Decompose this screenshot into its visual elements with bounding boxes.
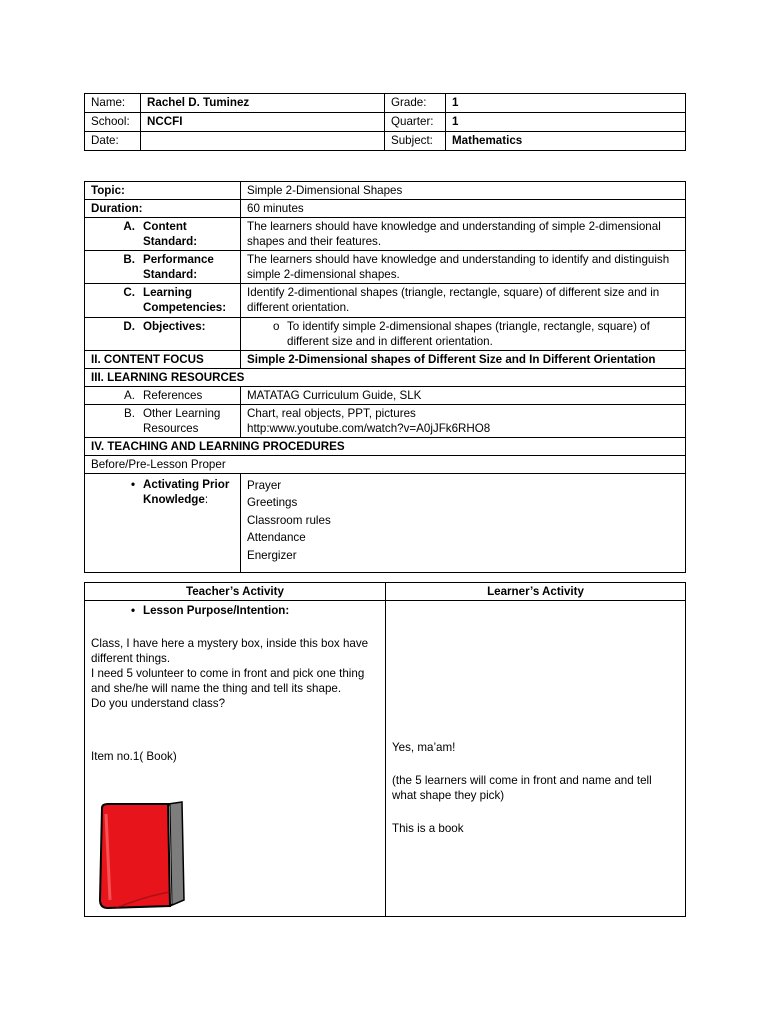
before-label: Before/Pre-Lesson Proper (85, 456, 686, 474)
youtube-link[interactable]: http:www.youtube.com/watch?v=A0jJFk6RHO8 (247, 421, 491, 435)
lesson-purpose-heading: • Lesson Purpose/Intention: (91, 603, 379, 618)
other-resources-label: B. Other Learning Resources (124, 406, 221, 435)
header-row-date (85, 132, 686, 151)
content-standard-label: A. Content Standard: (123, 220, 198, 249)
name-value: Rachel D. Tuminez (141, 94, 385, 113)
list-item: Energizer (247, 548, 297, 562)
competencies-value: Identify 2-dimentional shapes (triangle, rectangle, square) of different size and in different orientation. (241, 284, 686, 317)
resources-row (85, 368, 686, 386)
topic-label: Topic: (85, 182, 241, 200)
activity-header-row (85, 583, 686, 601)
duration-label: Duration: (85, 200, 241, 218)
content-focus-label: II. CONTENT FOCUS (85, 350, 241, 368)
procedures-row (85, 437, 686, 455)
bullet-icon: • (130, 604, 135, 618)
lesson-plan-table (84, 181, 686, 573)
objectives-label: D. Objectives: (123, 319, 206, 333)
other-resources-row (85, 404, 686, 437)
objectives-row (85, 317, 686, 350)
topic-value: Simple 2-Dimensional Shapes (241, 182, 686, 200)
performance-standard-row (85, 251, 686, 284)
school-label: School: (85, 113, 141, 132)
content-standard-row (85, 218, 686, 251)
list-item: Classroom rules (247, 513, 331, 527)
content-focus-value: Simple 2-Dimensional shapes of Different Size and In Different Orientation (241, 350, 686, 368)
references-value: MATATAG Curriculum Guide, SLK (241, 386, 686, 404)
content-standard-value: The learners should have knowledge and understanding of simple 2-dimensional shapes and their features. (241, 218, 686, 251)
activating-label: • Activating Prior Knowledge: (91, 477, 234, 507)
header-row-name (85, 94, 686, 113)
resources-label: III. LEARNING RESOURCES (85, 368, 686, 386)
competencies-label: C. Learning Competencies: (123, 286, 227, 315)
header-info-table (84, 93, 686, 151)
list-item: Prayer (247, 479, 282, 493)
school-value: NCCFI (141, 113, 385, 132)
book-icon (96, 800, 188, 910)
list-item: Greetings (247, 496, 298, 510)
teacher-activity-header: Teacher’s Activity (85, 583, 386, 601)
quarter-value: 1 (446, 113, 686, 132)
teacher-paragraph: Do you understand class? (91, 697, 226, 711)
activating-items (241, 474, 686, 573)
date-value (141, 132, 385, 151)
performance-standard-label: B. Performance Standard: (123, 253, 214, 282)
teacher-paragraph: Class, I have here a mystery box, inside this box have different things. (91, 637, 369, 666)
subject-value: Mathematics (446, 132, 686, 151)
teacher-item: Item no.1( Book) (91, 750, 177, 764)
topic-row (85, 182, 686, 200)
list-item: Attendance (247, 531, 306, 545)
duration-row (85, 200, 686, 218)
quarter-label: Quarter: (385, 113, 446, 132)
learner-activity-header: Learner’s Activity (386, 583, 686, 601)
learner-response: Yes, ma’am! (392, 741, 456, 755)
references-label: A. References (124, 388, 203, 402)
subject-label: Subject: (385, 132, 446, 151)
grade-value: 1 (446, 94, 686, 113)
content-focus-row (85, 350, 686, 368)
before-row (85, 456, 686, 474)
header-row-school (85, 113, 686, 132)
activating-row (85, 474, 686, 573)
references-row (85, 386, 686, 404)
learner-activity-cell (386, 601, 686, 917)
competencies-row (85, 284, 686, 317)
other-resources-value: Chart, real objects, PPT, pictures http:www.youtube.com/watch?v=A0jJFk6RHO8 (241, 404, 686, 437)
teacher-paragraph: I need 5 volunteer to come in front and pick one thing and she/he will name the thing and tell its shape. (91, 667, 365, 696)
learner-response: This is a book (392, 822, 464, 836)
learner-response: (the 5 learners will come in front and name and tell what shape they pick) (392, 774, 652, 803)
grade-label: Grade: (385, 94, 446, 113)
performance-standard-value: The learners should have knowledge and understanding to identify and distinguish simple 2-dimensional shapes. (241, 251, 686, 284)
duration-value: 60 minutes (241, 200, 686, 218)
date-label: Date: (85, 132, 141, 151)
bullet-icon: • (130, 478, 135, 492)
name-label: Name: (85, 94, 141, 113)
procedures-label: IV. TEACHING AND LEARNING PROCEDURES (85, 437, 686, 455)
objectives-value: o To identify simple 2-dimensional shapes (triangle, rectangle, square) of different size and in different orientation. (273, 319, 650, 348)
